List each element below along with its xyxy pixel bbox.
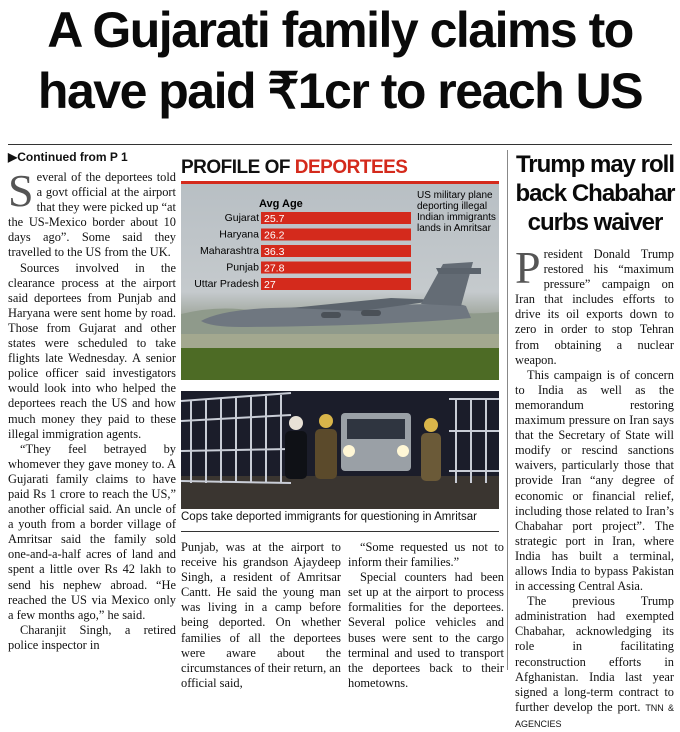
main-story-column-2 [181, 540, 341, 691]
side-story-paragraph: This campaign is of concern to India as well as the memorandum restoring maximum pressure on Iran says that the Secretary of State will modify or rescind sanctions waivers, particularly those that provide Iran “any degree of economic or financial relief, including those related to Iran’s Chabahar port project”. The strategic port in Iran, where India has built a terminal, allows India to bypass Pakistan in accessing Central Asia. [515, 367, 674, 594]
headline-line-1: A Gujarati family claims to [47, 2, 633, 58]
deportee-age-chart [181, 210, 411, 320]
caption-divider [181, 531, 499, 532]
main-story-column-1 [8, 165, 176, 653]
chart-value-label: 27.8 [264, 262, 285, 275]
chart-category-label: Uttar Pradesh [194, 278, 259, 290]
plane-photo [181, 184, 499, 380]
headline-line-2: have paid ₹1cr to reach US [37, 63, 643, 119]
side-story-paragraph: The previous Trump administration had exempted Chabahar, acknowledging its role in facilitating reconstruction efforts in Afghanistan. India last year signed a long-term contract to further develop the port. TNN & AGENCIES [515, 594, 675, 729]
main-story-paragraph: Sources involved in the clearance process at the airport said deportees from Punjab and Haryana were sent home by road. Those from Gujarat and other states were scheduled to take flights late Wednesday. A senior police officer said investigators would look into who helped the deportees reach the US and how much money they paid to these illegal immigration agents. [8, 260, 176, 441]
main-story-paragraph: Special counters had been set up at the airport to process formalities for the deportees. Several police vehicles and buses were sent to the cargo terminal and used to transport the deportees back to their hometowns. [348, 570, 504, 690]
side-story-headline: Trump may roll back Chabahar curbs waiver [515, 151, 675, 236]
main-story-paragraph: Punjab, was at the airport to receive his grandson Ajaydeep Singh, a resident of Amritsar Cantt. He said the young man was living in a camp before being deported. On whether families of all the deportees were aware about the circumstances of their return, an official said, [181, 540, 341, 690]
main-story-paragraph: Charanjit Singh, a retired police inspector in [8, 622, 176, 652]
plane-note: US military plane deporting illegal Indian immigrants lands in Amritsar [417, 190, 496, 234]
chart-value-label: 36.3 [264, 246, 285, 258]
chart-value-label: 26.2 [264, 229, 285, 242]
chart-bar [261, 278, 411, 290]
side-story-paragraph: President Donald Trump restored his “maximum pressure” campaign on Iran that includes efforts to drive its oil exports down to zero in order to stop Tehran from obtaining a nuclear weapon. [515, 242, 674, 367]
chart-title: Avg Age [259, 198, 303, 210]
photo-caption: Cops take deported immigrants for questioning in Amritsar [181, 511, 477, 523]
police-scene-illustration [181, 391, 499, 509]
main-story-paragraph: “They feel betrayed by whomever they gave money to. A Gujarati family claims to have paid Rs 1 crore to reach the US,” another official said. An uncle of a youth from a border village of Amritsar said the family sold one-and-a-half acres of land and spent a little over Rs 42 lakh to send his nephew abroad. “He reached the US via Mexico only a few months ago,” he said. [8, 441, 176, 622]
main-story-paragraph: Several of the deportees told a govt official at the airport that they were picked up “at the US-Mexico border about 10 days ago”. Some said they travelled to the US from the UK. [8, 165, 176, 260]
chart-category-label: Punjab [226, 261, 259, 274]
continued-from-label: ▶Continued from P 1 [8, 150, 128, 164]
graphic-title: PROFILE OF DEPORTEES [181, 157, 499, 181]
main-story-column-3 [348, 540, 504, 691]
column-separator [507, 150, 508, 670]
main-story-paragraph: “Some requested us not to inform their families.” [348, 540, 504, 570]
headline-divider [8, 144, 672, 145]
main-headline [0, 0, 680, 122]
chart-category-label: Maharashtra [200, 245, 259, 257]
drop-cap: P [515, 242, 541, 293]
chart-value-label: 27 [264, 279, 276, 291]
chart-value-label: 25.7 [264, 213, 285, 225]
police-photo [181, 391, 499, 509]
drop-cap: S [8, 165, 34, 216]
chart-category-label: Gujarat [224, 212, 259, 224]
side-story-body [515, 242, 675, 732]
chart-category-label: Haryana [219, 228, 259, 241]
agency-credit: TNN & AGENCIES [515, 702, 675, 729]
